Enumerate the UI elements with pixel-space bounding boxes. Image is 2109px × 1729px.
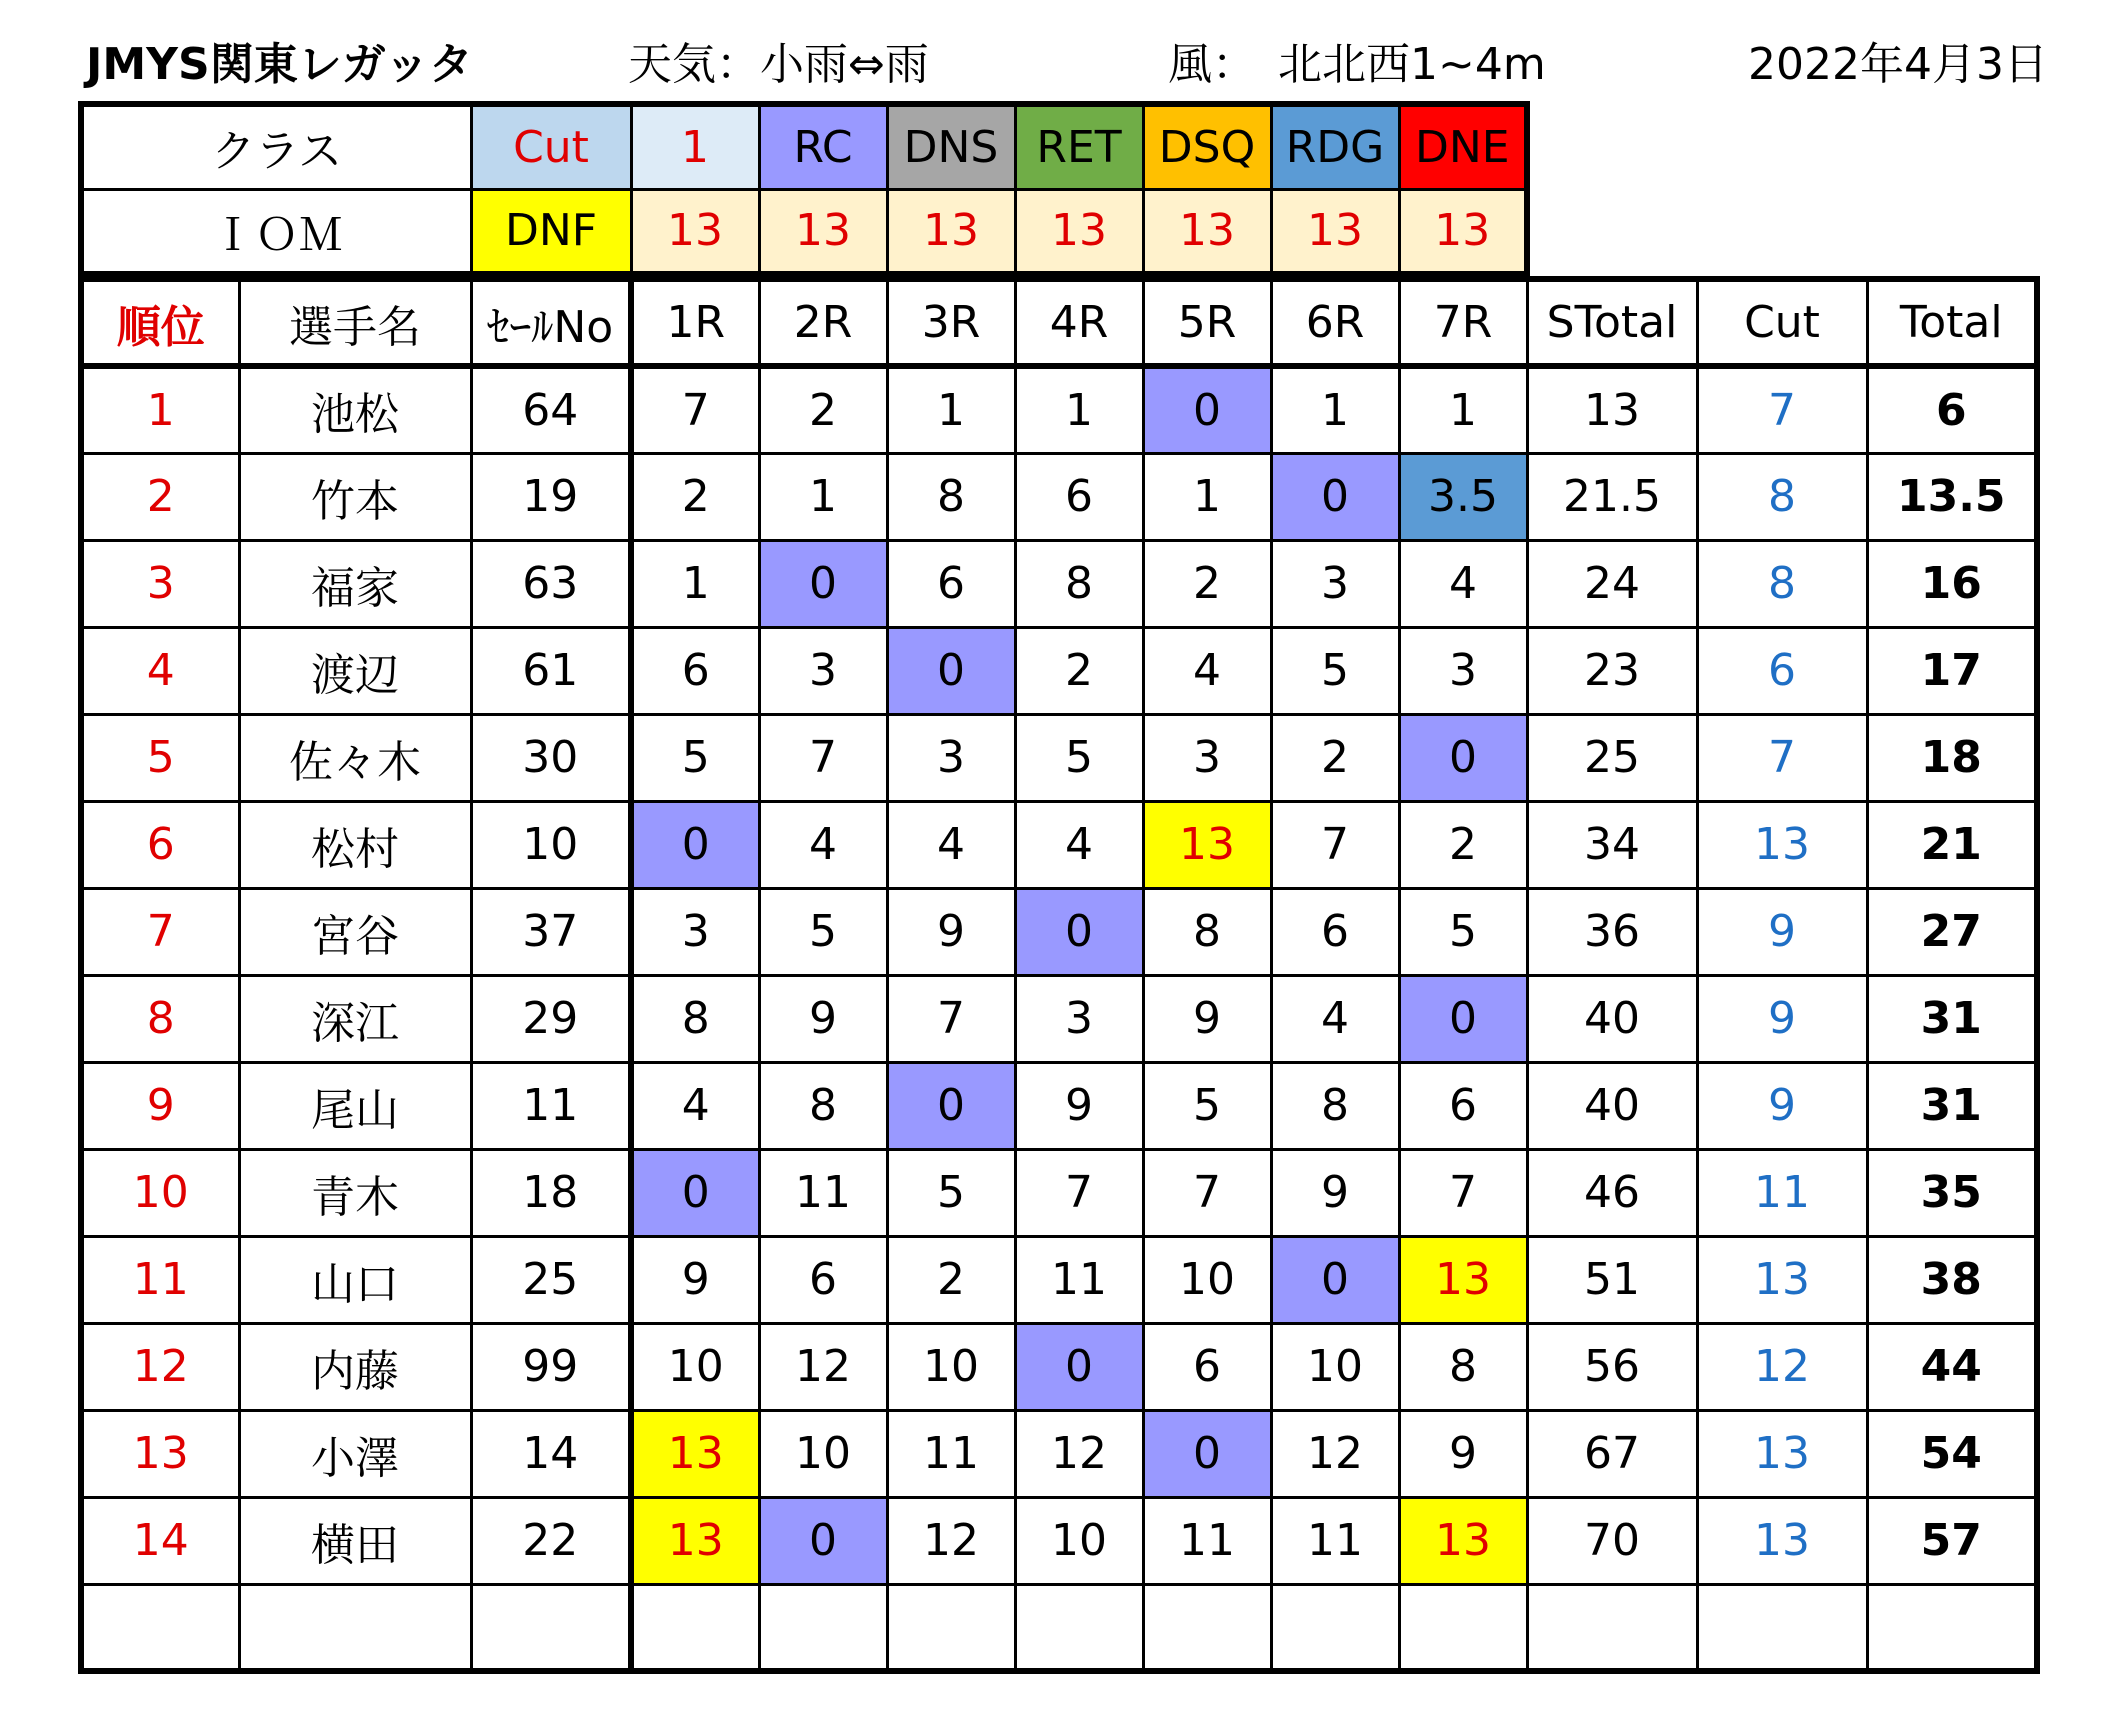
race-4-score-cell: 6 (1015, 453, 1143, 540)
header-race-3: 3R (887, 279, 1015, 366)
race-2-score-cell: 12 (759, 1323, 887, 1410)
sailor-name-cell: 池松 (239, 366, 471, 453)
sailor-name-cell: 青木 (239, 1149, 471, 1236)
race-2-score-cell: 11 (759, 1149, 887, 1236)
stotal-cell: 13 (1527, 366, 1697, 453)
sailor-name-cell: 竹本 (239, 453, 471, 540)
race-1-score-cell: 13 (631, 1410, 759, 1497)
race-1-score-cell: 0 (631, 801, 759, 888)
sail-number-cell: 10 (471, 801, 631, 888)
race-4-score-cell: 8 (1015, 540, 1143, 627)
stotal-cell: 40 (1527, 1062, 1697, 1149)
race-7-score-cell: 0 (1399, 975, 1527, 1062)
race-5-score-cell: 5 (1143, 1062, 1271, 1149)
stotal-cell: 40 (1527, 975, 1697, 1062)
sailor-name-cell: 内藤 (239, 1323, 471, 1410)
race-2-score-cell: 1 (759, 453, 887, 540)
cut-cell: 8 (1697, 540, 1867, 627)
table-row (81, 1149, 2037, 1236)
results-body (81, 366, 2037, 1671)
sail-number-cell: 25 (471, 1236, 631, 1323)
stotal-cell: 70 (1527, 1497, 1697, 1584)
race-1-score-cell: 0 (631, 1149, 759, 1236)
rank-cell: 4 (81, 627, 239, 714)
legend-value-4: 13 (887, 189, 1015, 274)
empty-cell (1015, 1584, 1143, 1671)
table-row (81, 1410, 2037, 1497)
race-6-score-cell: 0 (1271, 1236, 1399, 1323)
weather-info: 天気：小雨⇔雨 (628, 39, 929, 90)
sail-number-cell: 11 (471, 1062, 631, 1149)
cut-cell: 6 (1697, 627, 1867, 714)
sail-number-cell: 63 (471, 540, 631, 627)
stotal-cell: 51 (1527, 1236, 1697, 1323)
total-cell: 17 (1867, 627, 2037, 714)
race-4-score-cell: 1 (1015, 366, 1143, 453)
race-4-score-cell: 4 (1015, 801, 1143, 888)
empty-cell (81, 1584, 239, 1671)
sail-number-cell: 37 (471, 888, 631, 975)
legend-table (78, 101, 1530, 277)
rank-cell: 12 (81, 1323, 239, 1410)
race-6-score-cell: 10 (1271, 1323, 1399, 1410)
cut-cell: 9 (1697, 975, 1867, 1062)
race-1-score-cell: 7 (631, 366, 759, 453)
race-1-score-cell: 6 (631, 627, 759, 714)
table-row (81, 714, 2037, 801)
table-row (81, 1323, 2037, 1410)
race-3-score-cell: 12 (887, 1497, 1015, 1584)
header-race-5: 5R (1143, 279, 1271, 366)
race-5-score-cell: 1 (1143, 453, 1271, 540)
race-7-score-cell: 6 (1399, 1062, 1527, 1149)
header-total: Total (1867, 279, 2037, 366)
table-row (81, 540, 2037, 627)
cut-cell: 11 (1697, 1149, 1867, 1236)
class-value: ＩＯＭ (81, 189, 471, 274)
header-stotal: STotal (1527, 279, 1697, 366)
empty-cell (1697, 1584, 1867, 1671)
rank-cell: 3 (81, 540, 239, 627)
race-5-score-cell: 13 (1143, 801, 1271, 888)
total-cell: 31 (1867, 1062, 2037, 1149)
total-cell: 21 (1867, 801, 2037, 888)
race-3-score-cell: 1 (887, 366, 1015, 453)
race-2-score-cell: 4 (759, 801, 887, 888)
race-2-score-cell: 0 (759, 1497, 887, 1584)
rank-cell: 9 (81, 1062, 239, 1149)
header-rank: 順位 (81, 279, 239, 366)
legend-code-7: RDG (1271, 104, 1399, 189)
total-cell: 57 (1867, 1497, 2037, 1584)
header-race-6: 6R (1271, 279, 1399, 366)
legend-value-3: 13 (759, 189, 887, 274)
race-3-score-cell: 7 (887, 975, 1015, 1062)
race-2-score-cell: 5 (759, 888, 887, 975)
sailor-name-cell: 山口 (239, 1236, 471, 1323)
legend-value-8: 13 (1399, 189, 1527, 274)
total-cell: 38 (1867, 1236, 2037, 1323)
rank-cell: 6 (81, 801, 239, 888)
race-6-score-cell: 9 (1271, 1149, 1399, 1236)
empty-row (81, 1584, 2037, 1671)
race-2-score-cell: 6 (759, 1236, 887, 1323)
event-date: 2022年4月3日 (1748, 39, 2048, 90)
legend-value-6: 13 (1143, 189, 1271, 274)
rank-cell: 14 (81, 1497, 239, 1584)
table-row (81, 1062, 2037, 1149)
empty-cell (631, 1584, 759, 1671)
race-5-score-cell: 8 (1143, 888, 1271, 975)
race-7-score-cell: 0 (1399, 714, 1527, 801)
race-1-score-cell: 10 (631, 1323, 759, 1410)
stotal-cell: 67 (1527, 1410, 1697, 1497)
race-6-score-cell: 1 (1271, 366, 1399, 453)
empty-cell (1143, 1584, 1271, 1671)
total-cell: 31 (1867, 975, 2037, 1062)
race-4-score-cell: 0 (1015, 888, 1143, 975)
sailor-name-cell: 佐々木 (239, 714, 471, 801)
race-4-score-cell: 0 (1015, 1323, 1143, 1410)
table-row (81, 801, 2037, 888)
race-7-score-cell: 1 (1399, 366, 1527, 453)
race-7-score-cell: 7 (1399, 1149, 1527, 1236)
stotal-cell: 23 (1527, 627, 1697, 714)
wind-info: 風： 北北西1~4m (1168, 39, 1546, 90)
race-5-score-cell: 0 (1143, 1410, 1271, 1497)
race-5-score-cell: 10 (1143, 1236, 1271, 1323)
race-6-score-cell: 5 (1271, 627, 1399, 714)
race-7-score-cell: 8 (1399, 1323, 1527, 1410)
race-1-score-cell: 4 (631, 1062, 759, 1149)
empty-cell (471, 1584, 631, 1671)
empty-cell (887, 1584, 1015, 1671)
rank-cell: 5 (81, 714, 239, 801)
header-row (81, 279, 2037, 366)
rank-cell: 10 (81, 1149, 239, 1236)
sailor-name-cell: 小澤 (239, 1410, 471, 1497)
race-6-score-cell: 12 (1271, 1410, 1399, 1497)
race-6-score-cell: 7 (1271, 801, 1399, 888)
race-1-score-cell: 1 (631, 540, 759, 627)
sail-number-cell: 22 (471, 1497, 631, 1584)
race-3-score-cell: 6 (887, 540, 1015, 627)
race-5-score-cell: 6 (1143, 1323, 1271, 1410)
stotal-cell: 56 (1527, 1323, 1697, 1410)
header-race-2: 2R (759, 279, 887, 366)
table-row (81, 975, 2037, 1062)
total-cell: 18 (1867, 714, 2037, 801)
race-4-score-cell: 5 (1015, 714, 1143, 801)
total-cell: 6 (1867, 366, 2037, 453)
empty-cell (1271, 1584, 1399, 1671)
total-cell: 44 (1867, 1323, 2037, 1410)
table-row (81, 1236, 2037, 1323)
race-1-score-cell: 9 (631, 1236, 759, 1323)
sail-number-cell: 18 (471, 1149, 631, 1236)
sailor-name-cell: 渡辺 (239, 627, 471, 714)
race-3-score-cell: 10 (887, 1323, 1015, 1410)
race-1-score-cell: 2 (631, 453, 759, 540)
stotal-cell: 36 (1527, 888, 1697, 975)
rank-cell: 7 (81, 888, 239, 975)
table-row (81, 888, 2037, 975)
legend-code-1: Cut (471, 104, 631, 189)
race-5-score-cell: 9 (1143, 975, 1271, 1062)
header-race-4: 4R (1015, 279, 1143, 366)
race-6-score-cell: 6 (1271, 888, 1399, 975)
race-7-score-cell: 13 (1399, 1236, 1527, 1323)
legend-code-3: RC (759, 104, 887, 189)
race-7-score-cell: 3.5 (1399, 453, 1527, 540)
race-3-score-cell: 0 (887, 627, 1015, 714)
cut-cell: 13 (1697, 1497, 1867, 1584)
race-3-score-cell: 5 (887, 1149, 1015, 1236)
event-title: JMYS関東レガッタ (86, 39, 473, 90)
race-2-score-cell: 10 (759, 1410, 887, 1497)
cut-cell: 7 (1697, 366, 1867, 453)
stotal-cell: 34 (1527, 801, 1697, 888)
header-race-1: 1R (631, 279, 759, 366)
race-3-score-cell: 0 (887, 1062, 1015, 1149)
race-5-score-cell: 3 (1143, 714, 1271, 801)
sailor-name-cell: 深江 (239, 975, 471, 1062)
empty-cell (759, 1584, 887, 1671)
total-cell: 13.5 (1867, 453, 2037, 540)
race-6-score-cell: 3 (1271, 540, 1399, 627)
race-6-score-cell: 2 (1271, 714, 1399, 801)
sail-number-cell: 64 (471, 366, 631, 453)
race-5-score-cell: 11 (1143, 1497, 1271, 1584)
race-4-score-cell: 12 (1015, 1410, 1143, 1497)
legend-code-row (81, 104, 1527, 189)
table-row (81, 366, 2037, 453)
race-7-score-cell: 13 (1399, 1497, 1527, 1584)
race-4-score-cell: 7 (1015, 1149, 1143, 1236)
race-7-score-cell: 2 (1399, 801, 1527, 888)
stotal-cell: 25 (1527, 714, 1697, 801)
race-2-score-cell: 8 (759, 1062, 887, 1149)
legend-value-7: 13 (1271, 189, 1399, 274)
race-6-score-cell: 8 (1271, 1062, 1399, 1149)
sailor-name-cell: 福家 (239, 540, 471, 627)
table-row (81, 627, 2037, 714)
race-3-score-cell: 8 (887, 453, 1015, 540)
race-1-score-cell: 5 (631, 714, 759, 801)
race-7-score-cell: 9 (1399, 1410, 1527, 1497)
race-2-score-cell: 9 (759, 975, 887, 1062)
sailor-name-cell: 松村 (239, 801, 471, 888)
race-1-score-cell: 13 (631, 1497, 759, 1584)
race-2-score-cell: 0 (759, 540, 887, 627)
legend-value-1: DNF (471, 189, 631, 274)
sail-number-cell: 61 (471, 627, 631, 714)
header-race-7: 7R (1399, 279, 1527, 366)
rank-cell: 13 (81, 1410, 239, 1497)
sail-number-cell: 30 (471, 714, 631, 801)
cut-cell: 8 (1697, 453, 1867, 540)
sail-number-cell: 14 (471, 1410, 631, 1497)
race-3-score-cell: 3 (887, 714, 1015, 801)
empty-cell (1399, 1584, 1527, 1671)
total-cell: 27 (1867, 888, 2037, 975)
header-name: 選手名 (239, 279, 471, 366)
stotal-cell: 24 (1527, 540, 1697, 627)
total-cell: 35 (1867, 1149, 2037, 1236)
header-sail-no: ｾｰﾙNo (471, 279, 631, 366)
legend-value-5: 13 (1015, 189, 1143, 274)
cut-cell: 13 (1697, 1236, 1867, 1323)
race-6-score-cell: 4 (1271, 975, 1399, 1062)
empty-cell (1527, 1584, 1697, 1671)
total-cell: 16 (1867, 540, 2037, 627)
empty-cell (1867, 1584, 2037, 1671)
race-2-score-cell: 3 (759, 627, 887, 714)
race-5-score-cell: 0 (1143, 366, 1271, 453)
header-cut: Cut (1697, 279, 1867, 366)
race-1-score-cell: 3 (631, 888, 759, 975)
race-7-score-cell: 5 (1399, 888, 1527, 975)
race-1-score-cell: 8 (631, 975, 759, 1062)
rank-cell: 8 (81, 975, 239, 1062)
legend-code-2: 1 (631, 104, 759, 189)
cut-cell: 7 (1697, 714, 1867, 801)
legend-code-5: RET (1015, 104, 1143, 189)
sailor-name-cell: 宮谷 (239, 888, 471, 975)
cut-cell: 13 (1697, 1410, 1867, 1497)
race-4-score-cell: 10 (1015, 1497, 1143, 1584)
race-5-score-cell: 2 (1143, 540, 1271, 627)
race-7-score-cell: 4 (1399, 540, 1527, 627)
race-3-score-cell: 11 (887, 1410, 1015, 1497)
sail-number-cell: 29 (471, 975, 631, 1062)
legend-value-2: 13 (631, 189, 759, 274)
race-6-score-cell: 0 (1271, 453, 1399, 540)
race-4-score-cell: 11 (1015, 1236, 1143, 1323)
legend-code-6: DSQ (1143, 104, 1271, 189)
empty-cell (239, 1584, 471, 1671)
sail-number-cell: 99 (471, 1323, 631, 1410)
legend-value-row (81, 189, 1527, 274)
race-2-score-cell: 7 (759, 714, 887, 801)
race-2-score-cell: 2 (759, 366, 887, 453)
class-label: クラス (81, 104, 471, 189)
cut-cell: 9 (1697, 1062, 1867, 1149)
stotal-cell: 21.5 (1527, 453, 1697, 540)
race-3-score-cell: 9 (887, 888, 1015, 975)
rank-cell: 1 (81, 366, 239, 453)
results-table (78, 276, 2040, 1674)
race-3-score-cell: 4 (887, 801, 1015, 888)
race-5-score-cell: 7 (1143, 1149, 1271, 1236)
race-4-score-cell: 9 (1015, 1062, 1143, 1149)
cut-cell: 13 (1697, 801, 1867, 888)
table-row (81, 453, 2037, 540)
sail-number-cell: 19 (471, 453, 631, 540)
table-row (81, 1497, 2037, 1584)
race-5-score-cell: 4 (1143, 627, 1271, 714)
rank-cell: 11 (81, 1236, 239, 1323)
sailor-name-cell: 尾山 (239, 1062, 471, 1149)
cut-cell: 9 (1697, 888, 1867, 975)
rank-cell: 2 (81, 453, 239, 540)
race-4-score-cell: 3 (1015, 975, 1143, 1062)
sailor-name-cell: 横田 (239, 1497, 471, 1584)
race-4-score-cell: 2 (1015, 627, 1143, 714)
total-cell: 54 (1867, 1410, 2037, 1497)
legend-code-8: DNE (1399, 104, 1527, 189)
legend-code-4: DNS (887, 104, 1015, 189)
race-3-score-cell: 2 (887, 1236, 1015, 1323)
race-7-score-cell: 3 (1399, 627, 1527, 714)
cut-cell: 12 (1697, 1323, 1867, 1410)
stotal-cell: 46 (1527, 1149, 1697, 1236)
race-6-score-cell: 11 (1271, 1497, 1399, 1584)
